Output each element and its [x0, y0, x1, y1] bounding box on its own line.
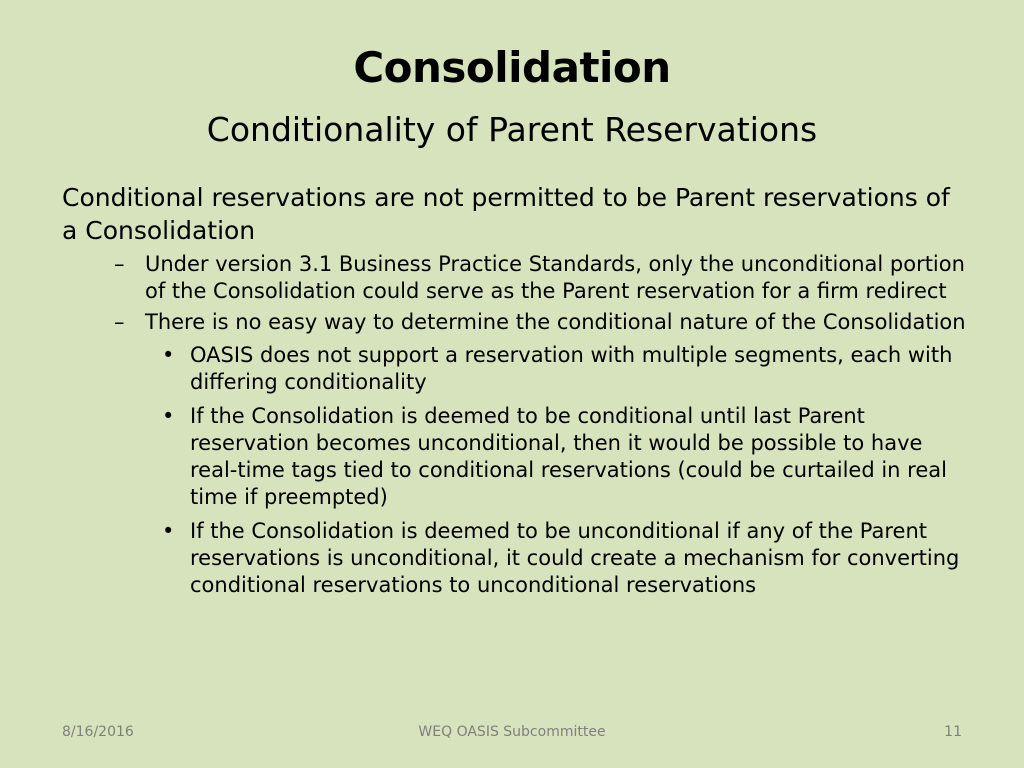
dash-marker: – [114, 310, 125, 334]
dash-marker: – [114, 252, 125, 276]
bullet-item [62, 403, 967, 511]
bullet-marker: • [162, 404, 175, 428]
dash-item [62, 251, 967, 305]
bullet-item-text: If the Consolidation is deemed to be unconditional if any of the Parent reservations is unconditional, it could create a mechanism for converting conditional reservations to unconditional reservations [190, 519, 960, 597]
bullet-marker: • [162, 343, 175, 367]
slide-title: Consolidation [353, 43, 671, 92]
bullet-item [62, 518, 967, 599]
bullet-item [62, 342, 967, 396]
bullet-item-text: OASIS does not support a reservation with multiple segments, each with differing conditionality [190, 343, 953, 394]
dash-item [62, 309, 967, 336]
footer-title: WEQ OASIS Subcommittee [418, 724, 606, 740]
dash-item-text: Under version 3.1 Business Practice Standards, only the unconditional portion of the Consolidation could serve as the Parent reservation for a firm redirect [145, 252, 965, 303]
footer-date: 8/16/2016 [62, 724, 134, 740]
dash-item-text: There is no easy way to determine the conditional nature of the Consolidation [145, 310, 966, 334]
bullet-marker: • [162, 519, 175, 543]
slide-body [62, 181, 967, 599]
slide-subtitle: Conditionality of Parent Reservations [206, 110, 818, 149]
lead-bullet: Conditional reservations are not permitted to be Parent reservations of a Consolidation [62, 183, 950, 245]
bullet-item-text: If the Consolidation is deemed to be conditional until last Parent reservation becomes unconditional, then it would be possible to have real-time tags tied to conditional reservations (could be curtailed in real time if preempted) [190, 404, 947, 509]
page-number: 11 [944, 724, 962, 740]
